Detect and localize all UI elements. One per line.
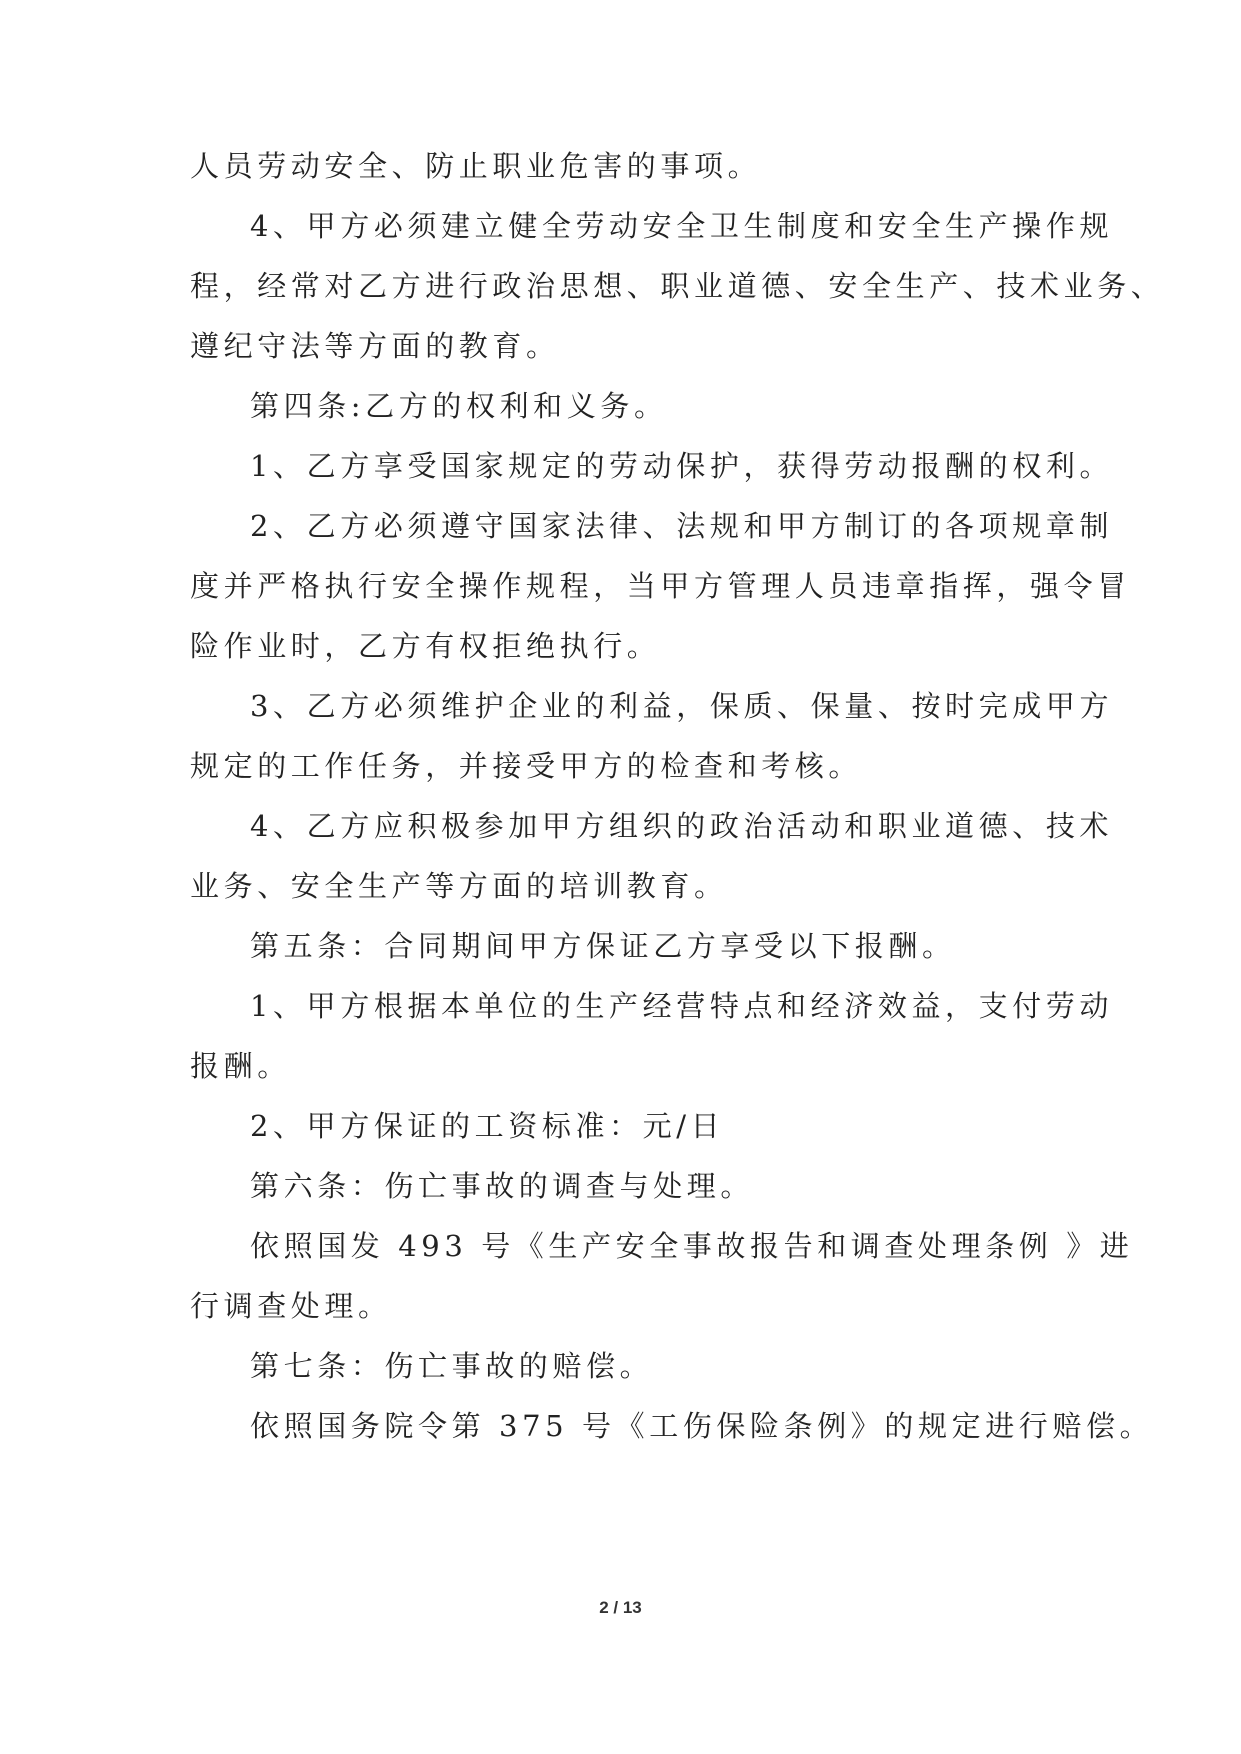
paragraph-line: 依照国发 493 号《生产安全事故报告和调查处理条例 》进 (250, 1229, 1134, 1263)
article-heading: 第七条：伤亡事故的赔偿。 (250, 1349, 654, 1383)
text-line: 规定的工作任务，并接受甲方的检查和考核。 (190, 749, 863, 783)
paragraph-line: 依照国务院令第 375 号《工伤保险条例》的规定进行赔偿。 (250, 1409, 1154, 1443)
text-line: 行调查处理。 (190, 1289, 392, 1323)
article-heading: 第六条：伤亡事故的调查与处理。 (250, 1169, 755, 1203)
text-line: 遵纪守法等方面的教育。 (190, 329, 560, 363)
text-line: 险作业时，乙方有权拒绝执行。 (190, 629, 661, 663)
paragraph-line: 4、甲方必须建立健全劳动安全卫生制度和安全生产操作规 (250, 209, 1114, 243)
text-line: 业务、安全生产等方面的培训教育。 (190, 869, 728, 903)
text-line: 报酬。 (190, 1049, 291, 1083)
text-line: 人员劳动安全、防止职业危害的事项。 (190, 149, 762, 183)
paragraph-line: 1、甲方根据本单位的生产经营特点和经济效益，支付劳动 (250, 989, 1114, 1023)
page-number: 2 / 13 (599, 1598, 642, 1617)
text-line: 程，经常对乙方进行政治思想、职业道德、安全生产、技术业务、 (190, 269, 1165, 303)
text-line: 度并严格执行安全操作规程，当甲方管理人员违章指挥，强令冒 (190, 569, 1131, 603)
paragraph-line: 4、乙方应积极参加甲方组织的政治活动和职业道德、技术 (250, 809, 1114, 843)
paragraph-line: 2、甲方保证的工资标准：元/日 (250, 1109, 725, 1143)
paragraph-line: 3、乙方必须维护企业的利益，保质、保量、按时完成甲方 (250, 689, 1114, 723)
paragraph-line: 1、乙方享受国家规定的劳动保护，获得劳动报酬的权利。 (250, 449, 1114, 483)
article-heading: 第四条:乙方的权利和义务。 (250, 389, 668, 423)
paragraph-line: 2、乙方必须遵守国家法律、法规和甲方制订的各项规章制 (250, 509, 1114, 543)
article-heading: 第五条：合同期间甲方保证乙方享受以下报酬。 (250, 929, 956, 963)
